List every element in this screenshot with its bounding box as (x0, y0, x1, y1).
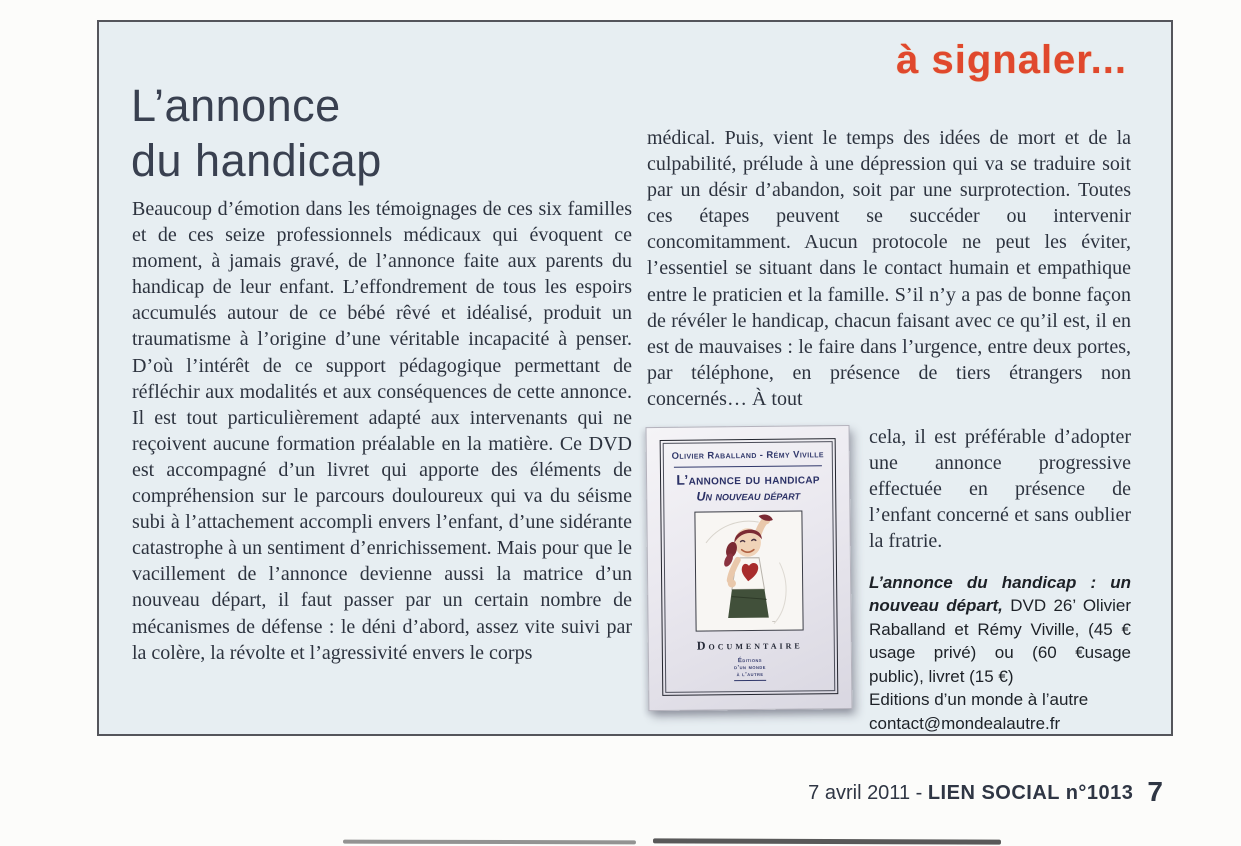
caption-contact-email: contact@mondealautre.fr (869, 713, 1061, 733)
dvd-publisher-line2: d’un monde (734, 664, 766, 672)
dvd-cover (645, 425, 856, 715)
dvd-illustration-girl (695, 512, 802, 631)
caption-details: DVD 26’ Olivier Raballand et Rémy Viville, (45 € usage privé) ou (60 €usage public), livret (15 €) (869, 596, 1131, 686)
article-panel (97, 20, 1173, 736)
page-footer (0, 776, 1163, 808)
left-column (132, 196, 632, 666)
dvd-cover-frame-inner (663, 441, 836, 693)
svg-text:~: ~ (771, 618, 776, 626)
media-block (647, 424, 1131, 735)
dvd-illustration-frame (694, 510, 803, 631)
section-header: à signaler... (896, 38, 1127, 82)
dvd-authors: Olivier Raballand - Rémy Viville (671, 449, 825, 462)
footer-journal-issue: LIEN SOCIAL n°1013 (927, 782, 1134, 804)
dvd-rule (674, 465, 821, 468)
dvd-publisher-logo (734, 658, 766, 681)
right-column-text-top: médical. Puis, vient le temps des idées de mort et de la culpabilité, prélude à une dépression qui va se traduire soit par un désir d’abandon, soit par une surprotection. Toutes ces étapes peuvent se succéder ou intervenir concomitamment. Aucun protocole ne peut les éviter, l’essentiel se situant dans le contact humain et empathique entre le praticien et la famille. S’il n’y a pas de bonne façon de révéler le handicap, chacun faisant avec ce qu’il est, il en est de mauvaises : le faire dans l’urgence, entre deux portes, par téléphone, en présence de tiers étrangers non concernés… À tout (647, 127, 1131, 410)
right-column-text-wrap: cela, il est préférable d’adopter une annonce progressive effectuée en présence de l’enfant concerné et sans oublier la fratrie. (869, 426, 1131, 553)
dvd-cover-frame (660, 438, 839, 696)
left-column-text: Beaucoup d’émotion dans les témoignages de ces six familles et de ces seize professionnels médicaux qui évoquent ce moment, à jamais gravé, de l’annonce faite aux parents du handicap de leur enfant. L’effondrement de tous les espoirs accumulés autour de ce bébé rêvé et idéalisé, produit un traumatisme à l’origine d’une véritable incapacité à penser. D’où l’intérêt de ce support pédagogique permettant de réfléchir aux modalités et aux conséquences de cette annonce. Il est tout particulièrement adapté aux intervenants qui ne reçoivent aucune formation préalable en la matière. Ce DVD est accompagné d’un livret qui apporte des éléments de compréhension sur le parcours douloureux qui va du séisme subi à l’attachement accompli envers l’enfant, d’une sidérante catastrophe à un sentiment d’enrichissement. Mais pour que le vacillement de l’annonce devienne aussi la matrice d’un nouveau départ, il faut passer par un certain nombre de mécanismes de défense : le déni d’abord, assez vite suivi par la colère, la révolte et l’agressivité envers le corps (132, 198, 632, 664)
dvd-subtitle: Un nouveau départ (696, 488, 801, 504)
article-title-line1: L’annonce (131, 80, 341, 131)
caption-publisher: Editions d’un monde à l’autre (869, 690, 1089, 709)
dvd-cover-card (645, 425, 852, 711)
article-title-line2: du handicap (131, 135, 382, 186)
footer-date: 7 avril 2011 - (808, 782, 928, 804)
dvd-publisher-line1: Éditions (737, 657, 763, 665)
caption-title: L’annonce du handicap : un nouveau départ, (869, 572, 1131, 615)
dvd-title: L’annonce du handicap (676, 470, 820, 488)
scan-artifact-bar-left (343, 840, 636, 845)
dvd-genre-label: Documentaire (696, 637, 803, 653)
article-title (131, 78, 382, 188)
scan-artifact-bar-right (653, 838, 1001, 844)
dvd-publisher-line3: à l’autre (736, 671, 764, 679)
right-column (647, 125, 1131, 735)
footer-page-number: 7 (1147, 776, 1163, 807)
